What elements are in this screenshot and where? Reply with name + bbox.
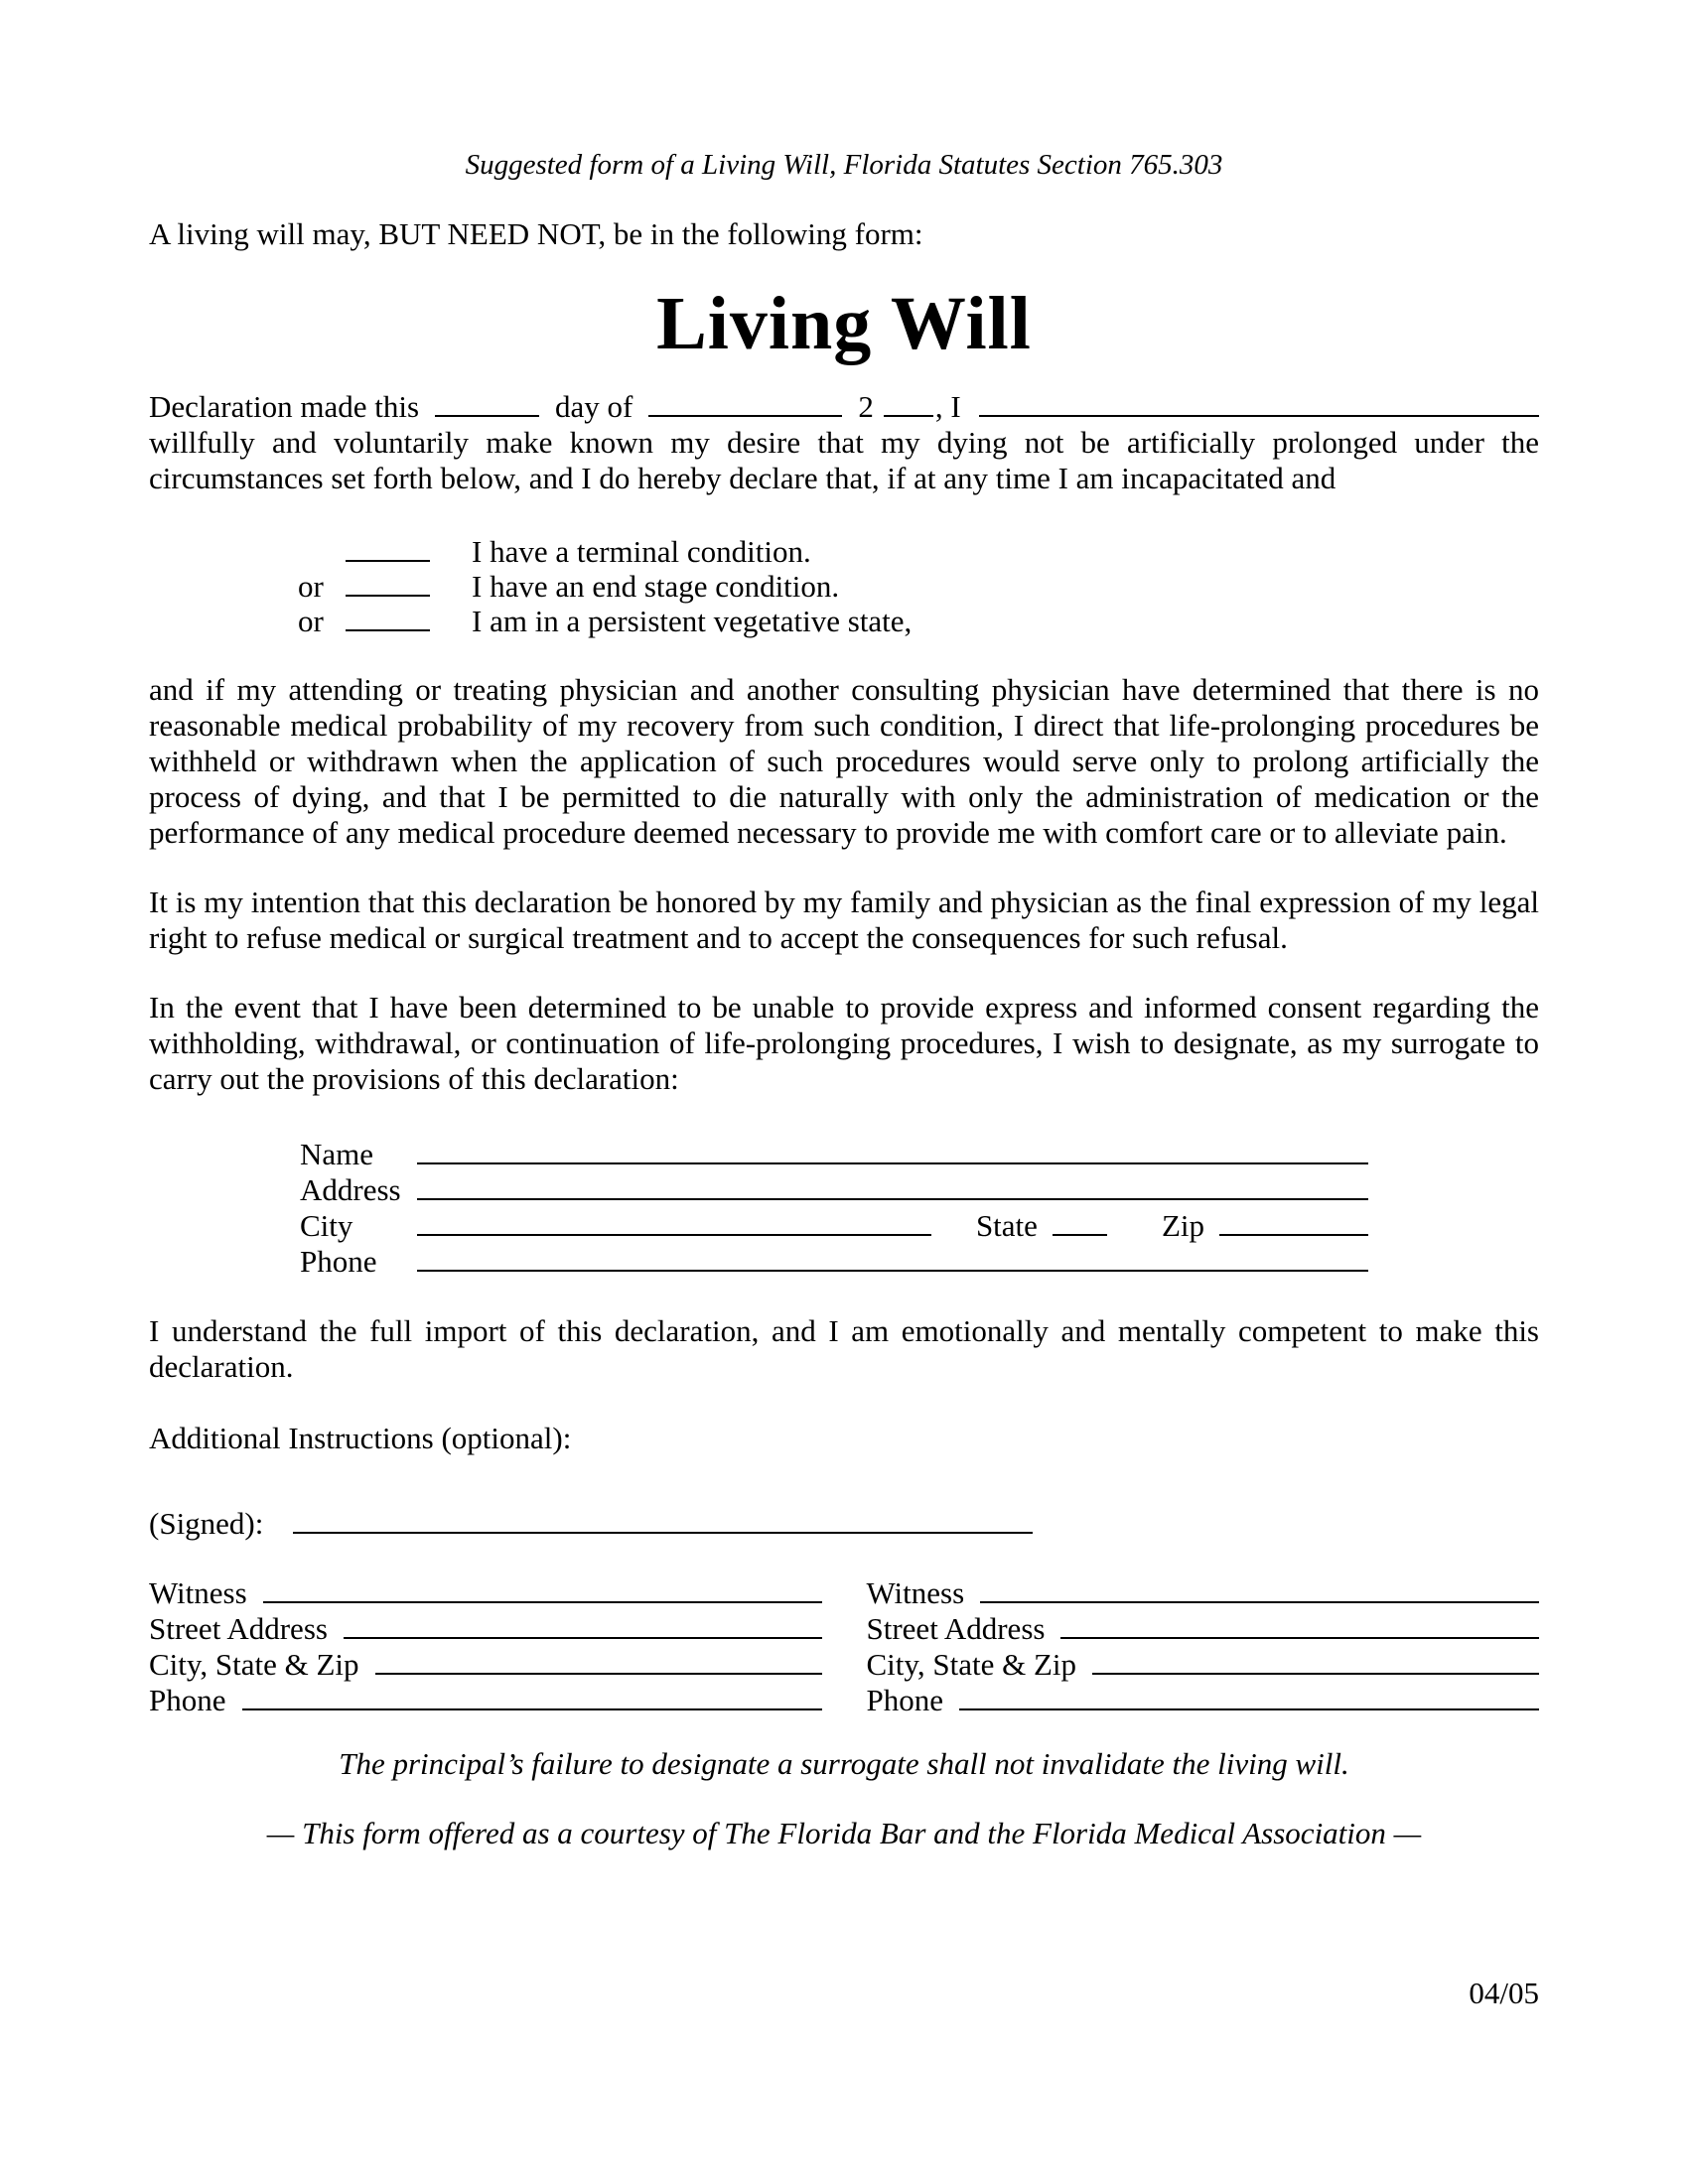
witness2-street-label: Street Address bbox=[866, 1611, 1046, 1646]
surrogate-address-blank-line bbox=[417, 1192, 1368, 1200]
witness2-city-state-zip-label: City, State & Zip bbox=[866, 1647, 1077, 1682]
witness1-street-blank-line bbox=[344, 1631, 822, 1639]
condition-or-label: or bbox=[298, 569, 324, 604]
signed-label: (Signed): bbox=[149, 1506, 264, 1541]
witness1-phone-blank-line bbox=[242, 1703, 822, 1710]
vegetative-state-blank-line bbox=[346, 623, 430, 631]
declaration-year-prefix-text: 2 bbox=[858, 389, 874, 424]
witness-block-2 bbox=[867, 1575, 1540, 1718]
terminal-condition-text: I have a terminal condition. bbox=[472, 534, 811, 569]
intention-paragraph: It is my intention that this declaration be honored by my family and physician as the final expression of my legal right to refuse medical or surgical treatment and to accept the consequences for such refusal. bbox=[149, 885, 1539, 955]
witness2-city-state-zip-row bbox=[867, 1647, 1540, 1683]
page-title: Living Will bbox=[656, 282, 1032, 365]
witness1-street-row bbox=[149, 1611, 822, 1647]
witness2-phone-label: Phone bbox=[866, 1683, 943, 1717]
condition-row-vegetative bbox=[298, 604, 1539, 638]
declaration-paragraph bbox=[149, 389, 1539, 496]
surrogate-city-blank-line bbox=[417, 1228, 931, 1236]
witness2-street-blank-line bbox=[1060, 1631, 1539, 1639]
surrogate-fields bbox=[300, 1137, 1368, 1280]
vegetative-state-text: I am in a persistent vegetative state, bbox=[472, 604, 913, 638]
condition-row-terminal bbox=[298, 534, 1539, 569]
end-stage-condition-text: I have an end stage condition. bbox=[472, 569, 840, 604]
witness1-name-label: Witness bbox=[149, 1575, 247, 1610]
witness2-name-blank-line bbox=[980, 1595, 1539, 1603]
witness1-phone-row bbox=[149, 1683, 822, 1718]
surrogate-state-blank-line bbox=[1053, 1228, 1107, 1236]
surrogate-zip-blank-line bbox=[1219, 1228, 1368, 1236]
surrogate-name-row bbox=[300, 1137, 1368, 1172]
courtesy-note: — This form offered as a courtesy of The Florida Bar and the Florida Medical Association — bbox=[266, 1816, 1422, 1850]
declaration-day-of-text: day of bbox=[555, 389, 633, 424]
surrogate-name-label: Name bbox=[300, 1137, 374, 1171]
declaration-line bbox=[149, 389, 1539, 425]
conditions-list bbox=[149, 534, 1539, 638]
surrogate-address-row bbox=[300, 1172, 1368, 1208]
condition-row-end-stage bbox=[298, 569, 1539, 604]
surrogate-name-blank-line bbox=[417, 1157, 1368, 1164]
signed-row bbox=[149, 1506, 1539, 1542]
surrogate-intro-paragraph: In the event that I have been determined to be unable to provide express and informed consent regarding the withholding, withdrawal, or continuation of life-prolonging procedures, I wish to designate, as my surrogate to carry out the provisions of this declaration: bbox=[149, 990, 1539, 1096]
end-stage-condition-blank-line bbox=[346, 589, 430, 597]
declaration-comma-i-text: , I bbox=[934, 389, 961, 424]
witness1-name-row bbox=[149, 1575, 822, 1611]
witness-block-1 bbox=[149, 1575, 822, 1718]
declarant-name-blank-line bbox=[979, 409, 1539, 417]
witness-section bbox=[149, 1575, 1539, 1718]
witness2-name-row bbox=[867, 1575, 1540, 1611]
principal-failure-note: The principal’s failure to designate a surrogate shall not invalidate the living will. bbox=[339, 1746, 1349, 1781]
witness2-phone-blank-line bbox=[959, 1703, 1539, 1710]
witness2-city-state-zip-blank-line bbox=[1092, 1667, 1539, 1675]
year-blank-line bbox=[884, 409, 933, 417]
witness1-phone-label: Phone bbox=[149, 1683, 226, 1717]
surrogate-city-row bbox=[300, 1208, 1368, 1244]
declaration-continuation-text: willfully and voluntarily make known my desire that my dying not be artificially prolonged under the circumstances set forth below, and I do hereby declare that, if at any time I am incapacitated and bbox=[149, 425, 1539, 495]
witness2-phone-row bbox=[867, 1683, 1540, 1718]
surrogate-city-label: City bbox=[300, 1208, 353, 1243]
terminal-condition-blank-line bbox=[346, 554, 430, 562]
witness1-name-blank-line bbox=[263, 1595, 822, 1603]
competence-paragraph: I understand the full import of this declaration, and I am emotionally and mentally competent to make this declaration. bbox=[149, 1313, 1539, 1384]
witness1-city-state-zip-label: City, State & Zip bbox=[149, 1647, 359, 1682]
day-blank-line bbox=[435, 409, 539, 417]
surrogate-phone-label: Phone bbox=[300, 1244, 377, 1279]
signature-blank-line bbox=[293, 1526, 1033, 1534]
directive-paragraph: and if my attending or treating physician and another consulting physician have determined that there is no reasonable medical probability of my recovery from such condition, I direct that life-prolonging procedures be withheld or withdrawn when the application of such procedures would serve only to prolong artificially the process of dying, and that I be permitted to die naturally with only the administration of medication or the performance of any medical procedure deemed necessary to provide me with comfort care or to alleviate pain. bbox=[149, 672, 1539, 850]
statute-reference: Suggested form of a Living Will, Florida Statutes Section 765.303 bbox=[465, 149, 1223, 181]
witness2-name-label: Witness bbox=[866, 1575, 965, 1610]
form-revision-code: 04/05 bbox=[1469, 1976, 1539, 2010]
witness1-street-label: Street Address bbox=[149, 1611, 328, 1646]
witness2-street-row bbox=[867, 1611, 1540, 1647]
surrogate-phone-row bbox=[300, 1244, 1368, 1280]
month-blank-line bbox=[648, 409, 842, 417]
surrogate-address-label: Address bbox=[300, 1172, 401, 1207]
surrogate-state-label: State bbox=[975, 1208, 1038, 1243]
surrogate-phone-blank-line bbox=[417, 1264, 1368, 1272]
additional-instructions-label: Additional Instructions (optional): bbox=[149, 1421, 572, 1455]
witness1-city-state-zip-row bbox=[149, 1647, 822, 1683]
condition-or-label: or bbox=[298, 604, 324, 638]
intro-line: A living will may, BUT NEED NOT, be in the following form: bbox=[149, 216, 923, 251]
witness1-city-state-zip-blank-line bbox=[375, 1667, 822, 1675]
declaration-made-this-text: Declaration made this bbox=[149, 389, 420, 424]
surrogate-zip-label: Zip bbox=[1161, 1208, 1204, 1243]
